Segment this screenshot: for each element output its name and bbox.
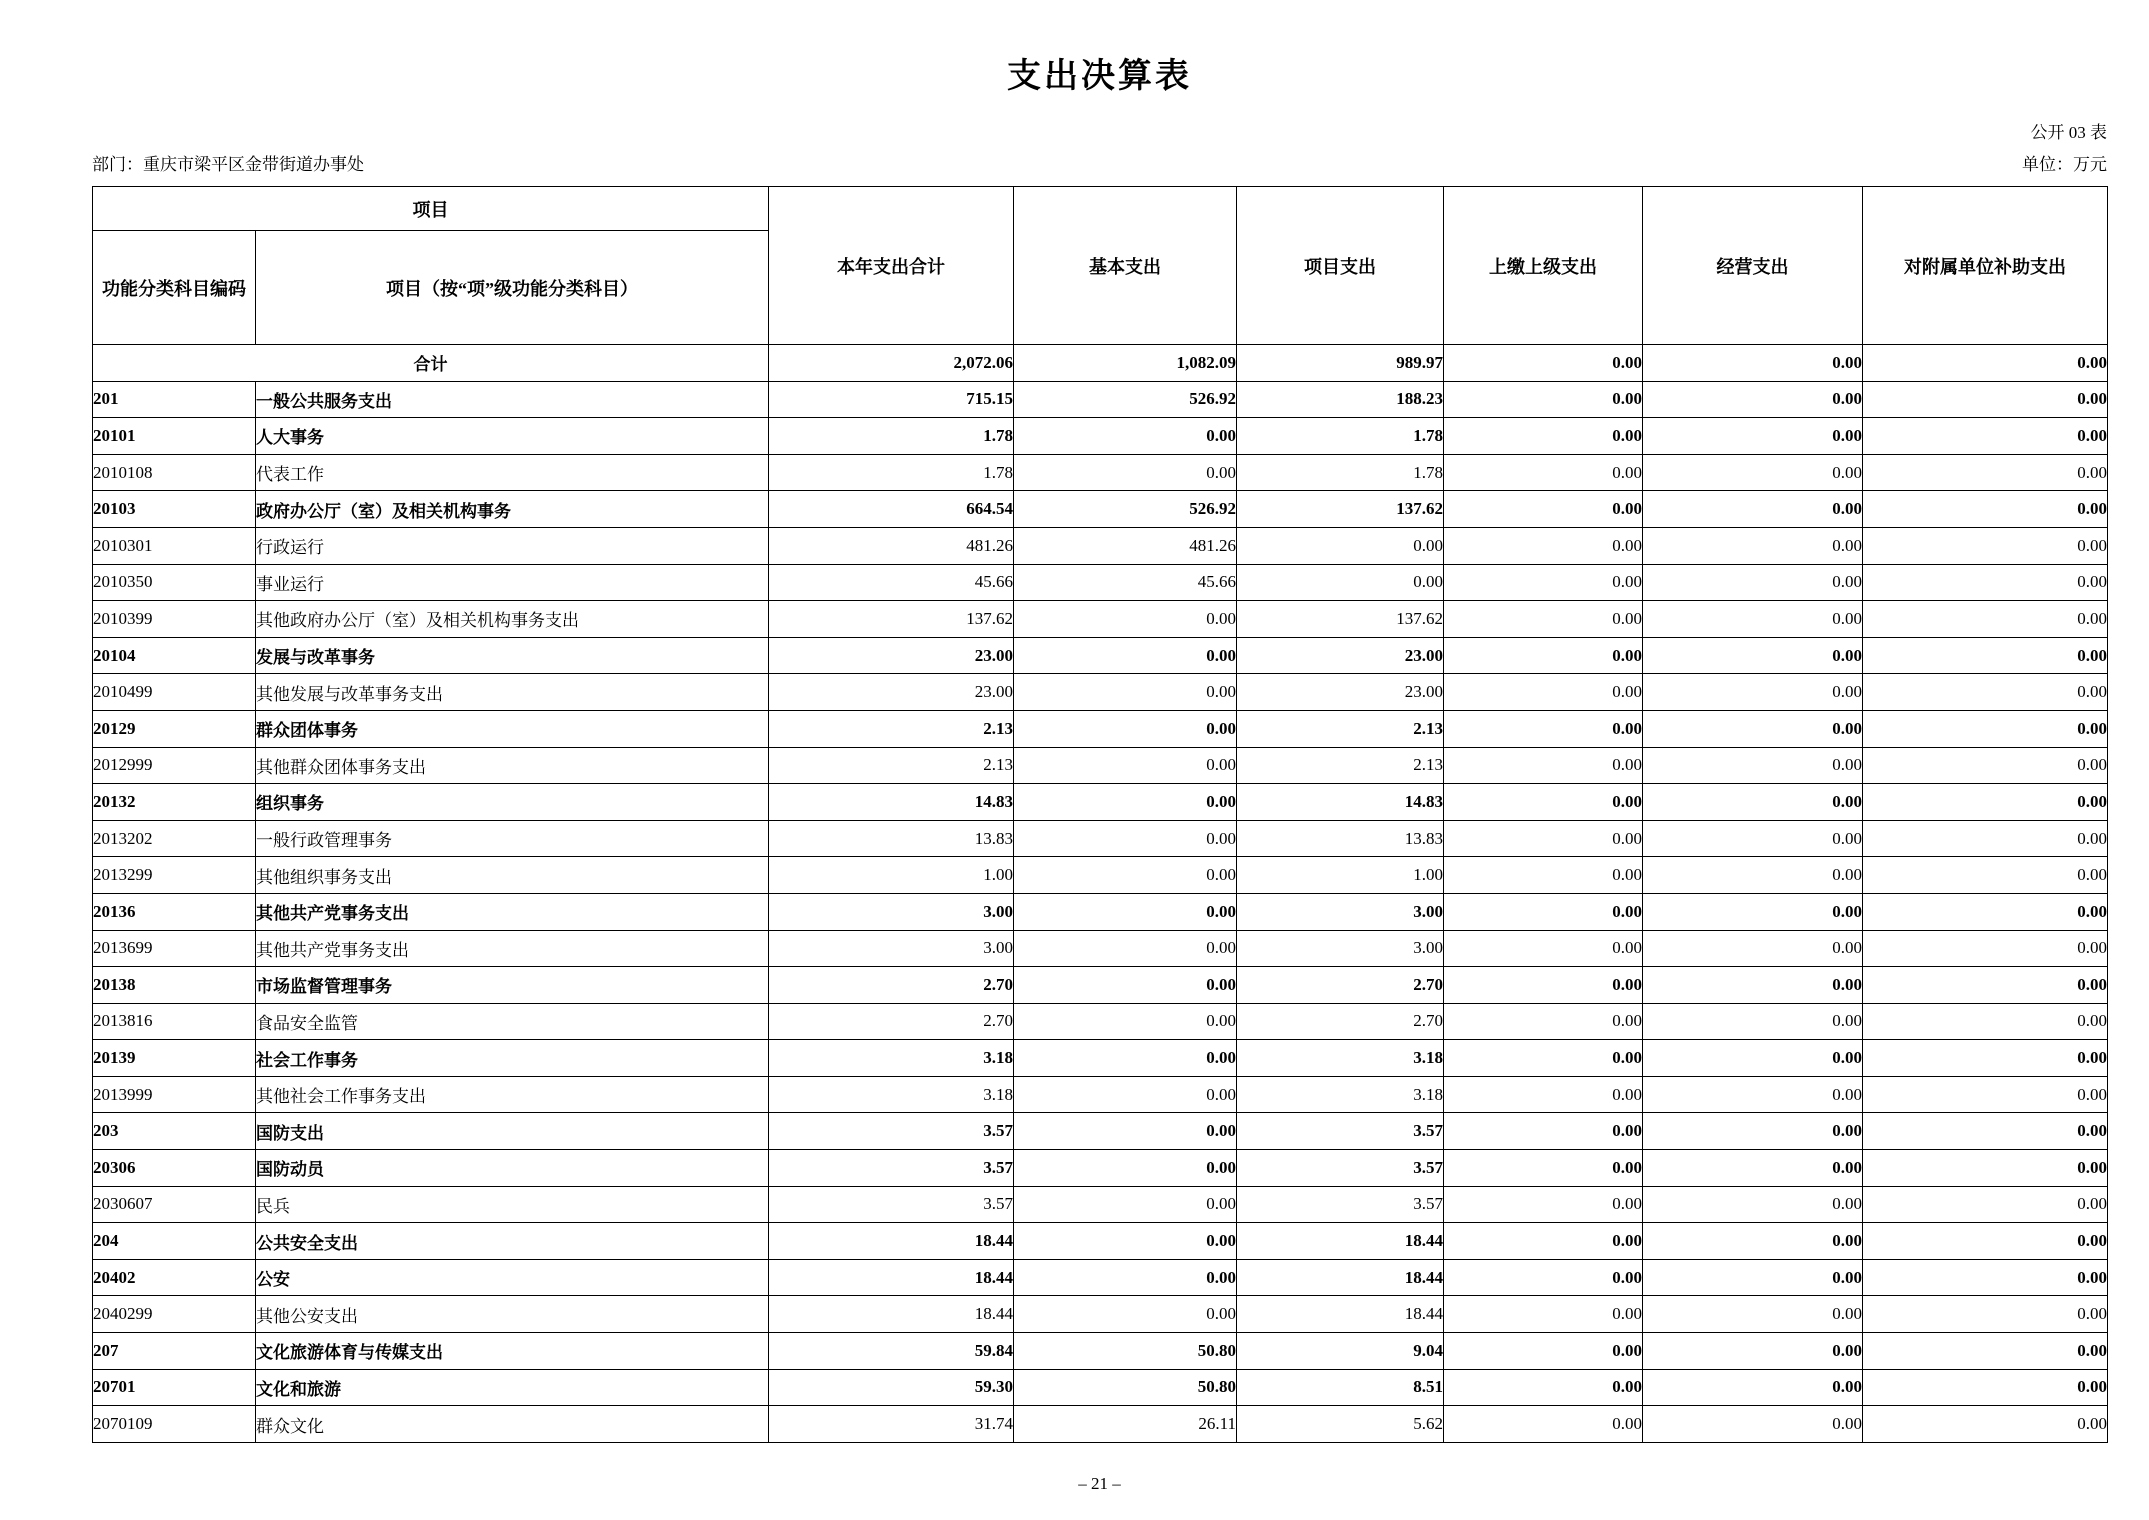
cell-upturned-expenditure: 0.00 <box>1444 820 1643 857</box>
cell-project-expenditure: 3.18 <box>1237 1040 1444 1077</box>
cell-upturned-expenditure: 0.00 <box>1444 491 1643 528</box>
cell-basic-expenditure: 0.00 <box>1014 1259 1237 1296</box>
table-row <box>93 1333 2108 1370</box>
cell-total-expenditure: 1.78 <box>769 454 1014 491</box>
cell-project-expenditure: 3.00 <box>1237 893 1444 930</box>
cell-upturned-expenditure: 0.00 <box>1444 564 1643 601</box>
cell-upturned-expenditure: 0.00 <box>1444 1186 1643 1223</box>
cell-subsidy-expenditure: 0.00 <box>1863 1113 2108 1150</box>
cell-upturned-expenditure: 0.00 <box>1444 747 1643 784</box>
cell-basic-expenditure: 0.00 <box>1014 820 1237 857</box>
cell-upturned-expenditure: 0.00 <box>1444 1076 1643 1113</box>
cell-basic-expenditure: 0.00 <box>1014 454 1237 491</box>
cell-basic-expenditure: 1,082.09 <box>1014 345 1237 382</box>
cell-subsidy-expenditure: 0.00 <box>1863 345 2108 382</box>
cell-upturned-expenditure: 0.00 <box>1444 1369 1643 1406</box>
cell-item-name: 发展与改革事务 <box>256 637 769 674</box>
cell-function-code: 203 <box>93 1113 256 1150</box>
cell-operating-expenditure: 0.00 <box>1643 418 1863 455</box>
cell-subsidy-expenditure: 0.00 <box>1863 1296 2108 1333</box>
cell-total-expenditure: 31.74 <box>769 1406 1014 1443</box>
cell-project-expenditure: 8.51 <box>1237 1369 1444 1406</box>
cell-subsidy-expenditure: 0.00 <box>1863 491 2108 528</box>
cell-project-expenditure: 18.44 <box>1237 1223 1444 1260</box>
cell-total-expenditure: 23.00 <box>769 637 1014 674</box>
cell-project-expenditure: 188.23 <box>1237 381 1444 418</box>
cell-upturned-expenditure: 0.00 <box>1444 637 1643 674</box>
cell-operating-expenditure: 0.00 <box>1643 1186 1863 1223</box>
table-row <box>93 967 2108 1004</box>
cell-function-code: 20129 <box>93 710 256 747</box>
cell-operating-expenditure: 0.00 <box>1643 1040 1863 1077</box>
cell-function-code: 20701 <box>93 1369 256 1406</box>
cell-subsidy-expenditure: 0.00 <box>1863 710 2108 747</box>
table-row <box>93 1040 2108 1077</box>
cell-basic-expenditure: 0.00 <box>1014 1296 1237 1333</box>
cell-subsidy-expenditure: 0.00 <box>1863 674 2108 711</box>
cell-item-name: 代表工作 <box>256 454 769 491</box>
cell-function-code: 204 <box>93 1223 256 1260</box>
cell-item-name: 其他组织事务支出 <box>256 857 769 894</box>
cell-item-name: 事业运行 <box>256 564 769 601</box>
cell-item-name: 其他共产党事务支出 <box>256 893 769 930</box>
cell-operating-expenditure: 0.00 <box>1643 601 1863 638</box>
cell-item-name: 其他政府办公厅（室）及相关机构事务支出 <box>256 601 769 638</box>
cell-upturned-expenditure: 0.00 <box>1444 930 1643 967</box>
cell-project-expenditure: 2.70 <box>1237 1003 1444 1040</box>
cell-project-expenditure: 2.13 <box>1237 710 1444 747</box>
cell-item-name: 文化旅游体育与传媒支出 <box>256 1333 769 1370</box>
table-row <box>93 710 2108 747</box>
header-subsidy-expenditure: 对附属单位补助支出 <box>1863 187 2108 345</box>
cell-total-expenditure: 3.57 <box>769 1113 1014 1150</box>
cell-operating-expenditure: 0.00 <box>1643 784 1863 821</box>
cell-operating-expenditure: 0.00 <box>1643 637 1863 674</box>
cell-subsidy-expenditure: 0.00 <box>1863 564 2108 601</box>
cell-project-expenditure: 0.00 <box>1237 564 1444 601</box>
cell-basic-expenditure: 526.92 <box>1014 491 1237 528</box>
cell-basic-expenditure: 0.00 <box>1014 1186 1237 1223</box>
header-operating-expenditure: 经营支出 <box>1643 187 1863 345</box>
cell-basic-expenditure: 0.00 <box>1014 1040 1237 1077</box>
cell-project-expenditure: 137.62 <box>1237 491 1444 528</box>
cell-subsidy-expenditure: 0.00 <box>1863 637 2108 674</box>
cell-total-expenditure: 1.78 <box>769 418 1014 455</box>
table-row <box>93 1150 2108 1187</box>
table-row <box>93 1003 2108 1040</box>
cell-item-name: 民兵 <box>256 1186 769 1223</box>
cell-subsidy-expenditure: 0.00 <box>1863 1150 2108 1187</box>
cell-total-expenditure: 2.70 <box>769 967 1014 1004</box>
cell-item-name: 公共安全支出 <box>256 1223 769 1260</box>
cell-upturned-expenditure: 0.00 <box>1444 674 1643 711</box>
cell-upturned-expenditure: 0.00 <box>1444 893 1643 930</box>
cell-total-expenditure: 2,072.06 <box>769 345 1014 382</box>
cell-basic-expenditure: 0.00 <box>1014 1076 1237 1113</box>
cell-operating-expenditure: 0.00 <box>1643 1113 1863 1150</box>
cell-upturned-expenditure: 0.00 <box>1444 1040 1643 1077</box>
table-row <box>93 857 2108 894</box>
cell-operating-expenditure: 0.00 <box>1643 1259 1863 1296</box>
cell-upturned-expenditure: 0.00 <box>1444 1296 1643 1333</box>
table-row <box>93 1259 2108 1296</box>
cell-function-code: 2010499 <box>93 674 256 711</box>
table-body <box>93 345 2108 1443</box>
cell-item-name: 一般行政管理事务 <box>256 820 769 857</box>
cell-subsidy-expenditure: 0.00 <box>1863 1333 2108 1370</box>
table-row <box>93 637 2108 674</box>
cell-subsidy-expenditure: 0.00 <box>1863 1003 2108 1040</box>
cell-function-code: 2013999 <box>93 1076 256 1113</box>
cell-function-code: 20139 <box>93 1040 256 1077</box>
header-total-expenditure: 本年支出合计 <box>769 187 1014 345</box>
cell-item-name: 一般公共服务支出 <box>256 381 769 418</box>
cell-project-expenditure: 3.18 <box>1237 1076 1444 1113</box>
cell-operating-expenditure: 0.00 <box>1643 1296 1863 1333</box>
cell-project-expenditure: 23.00 <box>1237 637 1444 674</box>
table-row <box>93 747 2108 784</box>
cell-total-expenditure: 2.70 <box>769 1003 1014 1040</box>
cell-total-expenditure: 137.62 <box>769 601 1014 638</box>
cell-basic-expenditure: 0.00 <box>1014 1150 1237 1187</box>
cell-item-name: 合计 <box>93 345 769 382</box>
cell-subsidy-expenditure: 0.00 <box>1863 527 2108 564</box>
form-number-label: 公开 03 表 <box>2030 123 2107 142</box>
cell-basic-expenditure: 0.00 <box>1014 967 1237 1004</box>
cell-upturned-expenditure: 0.00 <box>1444 454 1643 491</box>
cell-subsidy-expenditure: 0.00 <box>1863 857 2108 894</box>
cell-subsidy-expenditure: 0.00 <box>1863 454 2108 491</box>
table-row <box>93 784 2108 821</box>
cell-upturned-expenditure: 0.00 <box>1444 601 1643 638</box>
cell-project-expenditure: 1.78 <box>1237 418 1444 455</box>
cell-subsidy-expenditure: 0.00 <box>1863 967 2108 1004</box>
header-basic-expenditure: 基本支出 <box>1014 187 1237 345</box>
cell-operating-expenditure: 0.00 <box>1643 1003 1863 1040</box>
cell-total-expenditure: 1.00 <box>769 857 1014 894</box>
cell-function-code: 20306 <box>93 1150 256 1187</box>
cell-total-expenditure: 2.13 <box>769 747 1014 784</box>
cell-item-name: 其他发展与改革事务支出 <box>256 674 769 711</box>
cell-basic-expenditure: 0.00 <box>1014 857 1237 894</box>
cell-operating-expenditure: 0.00 <box>1643 893 1863 930</box>
cell-upturned-expenditure: 0.00 <box>1444 1259 1643 1296</box>
cell-basic-expenditure: 0.00 <box>1014 601 1237 638</box>
table-row <box>93 674 2108 711</box>
table-row <box>93 1076 2108 1113</box>
cell-basic-expenditure: 526.92 <box>1014 381 1237 418</box>
cell-function-code: 20101 <box>93 418 256 455</box>
cell-project-expenditure: 3.57 <box>1237 1186 1444 1223</box>
cell-function-code: 207 <box>93 1333 256 1370</box>
cell-basic-expenditure: 0.00 <box>1014 418 1237 455</box>
cell-subsidy-expenditure: 0.00 <box>1863 1223 2108 1260</box>
cell-subsidy-expenditure: 0.00 <box>1863 1406 2108 1443</box>
cell-function-code: 20136 <box>93 893 256 930</box>
cell-upturned-expenditure: 0.00 <box>1444 1406 1643 1443</box>
cell-project-expenditure: 3.57 <box>1237 1150 1444 1187</box>
cell-upturned-expenditure: 0.00 <box>1444 857 1643 894</box>
cell-item-name: 其他公安支出 <box>256 1296 769 1333</box>
cell-operating-expenditure: 0.00 <box>1643 1223 1863 1260</box>
department-label: 部门：重庆市梁平区金带街道办事处 <box>92 155 364 174</box>
cell-total-expenditure: 45.66 <box>769 564 1014 601</box>
cell-item-name: 文化和旅游 <box>256 1369 769 1406</box>
table-row <box>93 527 2108 564</box>
cell-item-name: 市场监督管理事务 <box>256 967 769 1004</box>
cell-operating-expenditure: 0.00 <box>1643 1076 1863 1113</box>
cell-subsidy-expenditure: 0.00 <box>1863 1186 2108 1223</box>
table-row <box>93 601 2108 638</box>
cell-function-code: 2012999 <box>93 747 256 784</box>
table-row <box>93 1186 2108 1223</box>
cell-upturned-expenditure: 0.00 <box>1444 381 1643 418</box>
cell-function-code: 2013202 <box>93 820 256 857</box>
cell-function-code: 2030607 <box>93 1186 256 1223</box>
cell-basic-expenditure: 50.80 <box>1014 1333 1237 1370</box>
cell-total-expenditure: 23.00 <box>769 674 1014 711</box>
cell-operating-expenditure: 0.00 <box>1643 1333 1863 1370</box>
cell-project-expenditure: 2.70 <box>1237 967 1444 1004</box>
cell-item-name: 社会工作事务 <box>256 1040 769 1077</box>
cell-subsidy-expenditure: 0.00 <box>1863 1369 2108 1406</box>
cell-total-expenditure: 18.44 <box>769 1259 1014 1296</box>
cell-project-expenditure: 5.62 <box>1237 1406 1444 1443</box>
cell-item-name: 公安 <box>256 1259 769 1296</box>
cell-function-code: 2010350 <box>93 564 256 601</box>
cell-function-code: 2010399 <box>93 601 256 638</box>
cell-operating-expenditure: 0.00 <box>1643 747 1863 784</box>
cell-item-name: 其他群众团体事务支出 <box>256 747 769 784</box>
cell-item-name: 行政运行 <box>256 527 769 564</box>
table-row <box>93 491 2108 528</box>
cell-total-expenditure: 3.57 <box>769 1186 1014 1223</box>
cell-upturned-expenditure: 0.00 <box>1444 418 1643 455</box>
cell-function-code: 20402 <box>93 1259 256 1296</box>
cell-basic-expenditure: 0.00 <box>1014 1223 1237 1260</box>
cell-upturned-expenditure: 0.00 <box>1444 784 1643 821</box>
cell-total-expenditure: 481.26 <box>769 527 1014 564</box>
cell-basic-expenditure: 0.00 <box>1014 1113 1237 1150</box>
cell-project-expenditure: 1.00 <box>1237 857 1444 894</box>
cell-item-name: 其他社会工作事务支出 <box>256 1076 769 1113</box>
table-row <box>93 1369 2108 1406</box>
table-row <box>93 1223 2108 1260</box>
cell-total-expenditure: 3.18 <box>769 1040 1014 1077</box>
cell-basic-expenditure: 0.00 <box>1014 1003 1237 1040</box>
table-row <box>93 893 2108 930</box>
page-title: 支出决算表 <box>1007 58 1192 95</box>
cell-item-name: 人大事务 <box>256 418 769 455</box>
cell-subsidy-expenditure: 0.00 <box>1863 784 2108 821</box>
cell-item-name: 群众团体事务 <box>256 710 769 747</box>
cell-subsidy-expenditure: 0.00 <box>1863 820 2108 857</box>
cell-upturned-expenditure: 0.00 <box>1444 710 1643 747</box>
cell-subsidy-expenditure: 0.00 <box>1863 747 2108 784</box>
cell-total-expenditure: 59.84 <box>769 1333 1014 1370</box>
cell-operating-expenditure: 0.00 <box>1643 491 1863 528</box>
cell-function-code: 2013816 <box>93 1003 256 1040</box>
cell-function-code: 20132 <box>93 784 256 821</box>
table-row <box>93 418 2108 455</box>
cell-basic-expenditure: 26.11 <box>1014 1406 1237 1443</box>
cell-item-name: 政府办公厅（室）及相关机构事务 <box>256 491 769 528</box>
cell-basic-expenditure: 50.80 <box>1014 1369 1237 1406</box>
table-row <box>93 1296 2108 1333</box>
cell-subsidy-expenditure: 0.00 <box>1863 930 2108 967</box>
cell-project-expenditure: 989.97 <box>1237 345 1444 382</box>
table-row <box>93 820 2108 857</box>
cell-item-name: 其他共产党事务支出 <box>256 930 769 967</box>
cell-subsidy-expenditure: 0.00 <box>1863 381 2108 418</box>
cell-upturned-expenditure: 0.00 <box>1444 1003 1643 1040</box>
cell-upturned-expenditure: 0.00 <box>1444 527 1643 564</box>
cell-project-expenditure: 14.83 <box>1237 784 1444 821</box>
table-row <box>93 454 2108 491</box>
cell-operating-expenditure: 0.00 <box>1643 1406 1863 1443</box>
cell-basic-expenditure: 0.00 <box>1014 893 1237 930</box>
cell-function-code: 2040299 <box>93 1296 256 1333</box>
cell-project-expenditure: 23.00 <box>1237 674 1444 711</box>
cell-project-expenditure: 3.57 <box>1237 1113 1444 1150</box>
expenditure-table <box>92 186 2108 1443</box>
cell-item-name: 国防支出 <box>256 1113 769 1150</box>
cell-project-expenditure: 9.04 <box>1237 1333 1444 1370</box>
cell-function-code: 2013299 <box>93 857 256 894</box>
cell-upturned-expenditure: 0.00 <box>1444 967 1643 1004</box>
cell-total-expenditure: 3.00 <box>769 893 1014 930</box>
header-project-expenditure: 项目支出 <box>1237 187 1444 345</box>
cell-subsidy-expenditure: 0.00 <box>1863 1076 2108 1113</box>
cell-basic-expenditure: 0.00 <box>1014 710 1237 747</box>
cell-operating-expenditure: 0.00 <box>1643 1369 1863 1406</box>
cell-total-expenditure: 14.83 <box>769 784 1014 821</box>
cell-function-code: 2013699 <box>93 930 256 967</box>
cell-operating-expenditure: 0.00 <box>1643 527 1863 564</box>
cell-basic-expenditure: 0.00 <box>1014 637 1237 674</box>
cell-project-expenditure: 3.00 <box>1237 930 1444 967</box>
cell-project-expenditure: 1.78 <box>1237 454 1444 491</box>
table-row <box>93 345 2108 382</box>
cell-upturned-expenditure: 0.00 <box>1444 345 1643 382</box>
cell-item-name: 组织事务 <box>256 784 769 821</box>
cell-project-expenditure: 13.83 <box>1237 820 1444 857</box>
cell-item-name: 食品安全监管 <box>256 1003 769 1040</box>
table-header <box>93 187 2108 345</box>
table-row <box>93 1406 2108 1443</box>
cell-upturned-expenditure: 0.00 <box>1444 1333 1643 1370</box>
cell-project-expenditure: 137.62 <box>1237 601 1444 638</box>
cell-function-code: 201 <box>93 381 256 418</box>
cell-basic-expenditure: 45.66 <box>1014 564 1237 601</box>
cell-total-expenditure: 664.54 <box>769 491 1014 528</box>
table-row <box>93 1113 2108 1150</box>
table-row <box>93 564 2108 601</box>
cell-project-expenditure: 18.44 <box>1237 1296 1444 1333</box>
table-row <box>93 381 2108 418</box>
cell-upturned-expenditure: 0.00 <box>1444 1113 1643 1150</box>
cell-function-code: 2070109 <box>93 1406 256 1443</box>
cell-operating-expenditure: 0.00 <box>1643 454 1863 491</box>
cell-operating-expenditure: 0.00 <box>1643 381 1863 418</box>
header-item-group: 项目 <box>93 187 769 231</box>
cell-basic-expenditure: 0.00 <box>1014 930 1237 967</box>
cell-operating-expenditure: 0.00 <box>1643 967 1863 1004</box>
cell-total-expenditure: 18.44 <box>769 1296 1014 1333</box>
cell-item-name: 群众文化 <box>256 1406 769 1443</box>
cell-project-expenditure: 0.00 <box>1237 527 1444 564</box>
cell-basic-expenditure: 0.00 <box>1014 747 1237 784</box>
cell-total-expenditure: 3.57 <box>769 1150 1014 1187</box>
cell-function-code: 2010301 <box>93 527 256 564</box>
cell-operating-expenditure: 0.00 <box>1643 857 1863 894</box>
cell-upturned-expenditure: 0.00 <box>1444 1223 1643 1260</box>
cell-total-expenditure: 59.30 <box>769 1369 1014 1406</box>
cell-operating-expenditure: 0.00 <box>1643 930 1863 967</box>
cell-function-code: 20138 <box>93 967 256 1004</box>
cell-operating-expenditure: 0.00 <box>1643 710 1863 747</box>
cell-operating-expenditure: 0.00 <box>1643 820 1863 857</box>
header-item-name: 项目（按“项”级功能分类科目） <box>256 231 769 345</box>
cell-basic-expenditure: 0.00 <box>1014 784 1237 821</box>
cell-subsidy-expenditure: 0.00 <box>1863 418 2108 455</box>
cell-total-expenditure: 715.15 <box>769 381 1014 418</box>
cell-basic-expenditure: 481.26 <box>1014 527 1237 564</box>
header-function-code: 功能分类科目编码 <box>93 231 256 345</box>
cell-total-expenditure: 13.83 <box>769 820 1014 857</box>
cell-function-code: 20104 <box>93 637 256 674</box>
cell-subsidy-expenditure: 0.00 <box>1863 601 2108 638</box>
cell-basic-expenditure: 0.00 <box>1014 674 1237 711</box>
page-number: – 21 – <box>1078 1474 1121 1493</box>
cell-project-expenditure: 18.44 <box>1237 1259 1444 1296</box>
cell-operating-expenditure: 0.00 <box>1643 564 1863 601</box>
cell-subsidy-expenditure: 0.00 <box>1863 1259 2108 1296</box>
cell-total-expenditure: 3.18 <box>769 1076 1014 1113</box>
cell-total-expenditure: 2.13 <box>769 710 1014 747</box>
cell-operating-expenditure: 0.00 <box>1643 1150 1863 1187</box>
header-upturned-expenditure: 上缴上级支出 <box>1444 187 1643 345</box>
table-row <box>93 930 2108 967</box>
cell-subsidy-expenditure: 0.00 <box>1863 1040 2108 1077</box>
cell-total-expenditure: 3.00 <box>769 930 1014 967</box>
cell-function-code: 20103 <box>93 491 256 528</box>
cell-operating-expenditure: 0.00 <box>1643 674 1863 711</box>
cell-item-name: 国防动员 <box>256 1150 769 1187</box>
cell-operating-expenditure: 0.00 <box>1643 345 1863 382</box>
cell-upturned-expenditure: 0.00 <box>1444 1150 1643 1187</box>
cell-total-expenditure: 18.44 <box>769 1223 1014 1260</box>
unit-label: 单位：万元 <box>2022 155 2107 174</box>
cell-function-code: 2010108 <box>93 454 256 491</box>
cell-project-expenditure: 2.13 <box>1237 747 1444 784</box>
cell-subsidy-expenditure: 0.00 <box>1863 893 2108 930</box>
